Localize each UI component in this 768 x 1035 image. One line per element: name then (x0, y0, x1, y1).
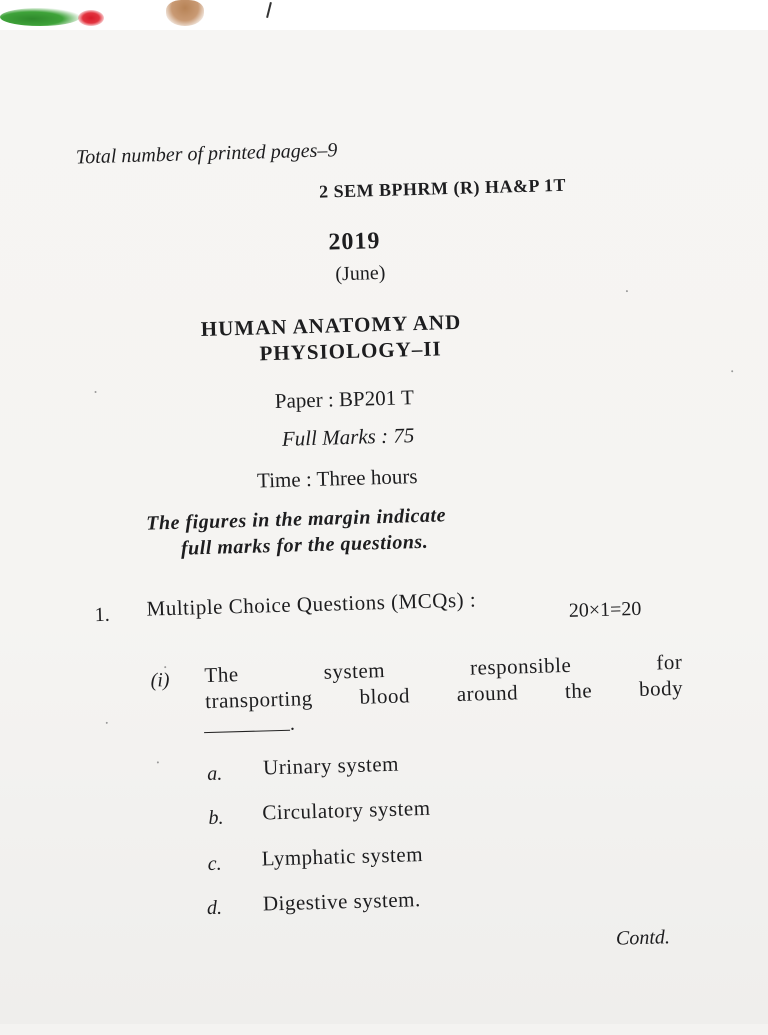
question-marks: 20×1=20 (568, 597, 642, 622)
paper-speck (164, 666, 166, 668)
stem-word: around (456, 680, 519, 707)
stem-word: transporting (204, 686, 313, 714)
question-number: 1. (94, 603, 111, 627)
option-b-text: Circulatory system (262, 795, 431, 825)
answer-blank-period: . (289, 712, 296, 735)
option-d-label: d. (206, 896, 223, 920)
option-a-text: Urinary system (262, 751, 400, 780)
paper-code: Paper : BP201 T (274, 385, 415, 413)
stem-word: system (323, 658, 386, 684)
exam-year: 2019 (328, 227, 381, 256)
option-c-text: Lymphatic system (261, 842, 424, 871)
subquestion-number: (i) (150, 669, 170, 692)
stem-word: responsible (469, 652, 572, 680)
instruction-line1: The figures in the margin indicate (145, 504, 447, 535)
option-b-label: b. (208, 806, 224, 830)
exam-month: (June) (335, 261, 386, 286)
paper-speck (731, 370, 733, 372)
stem-word: The (204, 662, 239, 688)
instruction-line2: full marks for the questions. (180, 530, 429, 560)
exam-code: 2 SEM BPHRM (R) HA&P 1T (318, 174, 567, 202)
option-c-label: c. (207, 852, 222, 876)
exam-time: Time : Three hours (256, 464, 418, 493)
option-d-text: Digestive system. (262, 887, 421, 916)
answer-blank (204, 730, 290, 733)
subject-title-line2: PHYSIOLOGY–II (259, 336, 442, 366)
paper-speck (157, 761, 159, 763)
stem-word: for (655, 649, 683, 675)
option-a-label: a. (206, 762, 223, 786)
paper-speck (626, 290, 628, 292)
paper-speck (106, 722, 108, 724)
stem-word: blood (359, 683, 411, 709)
question-title: Multiple Choice Questions (MCQs) : (146, 587, 477, 621)
stem-word: the (564, 678, 593, 704)
subject-title-line1: HUMAN ANATOMY AND (200, 309, 462, 342)
full-marks: Full Marks : 75 (281, 423, 415, 451)
paper-speck (95, 391, 97, 393)
stem-word: body (638, 675, 684, 701)
printed-pages-note: Total number of printed pages–9 (75, 139, 338, 169)
continued-note: Contd. (615, 926, 671, 950)
